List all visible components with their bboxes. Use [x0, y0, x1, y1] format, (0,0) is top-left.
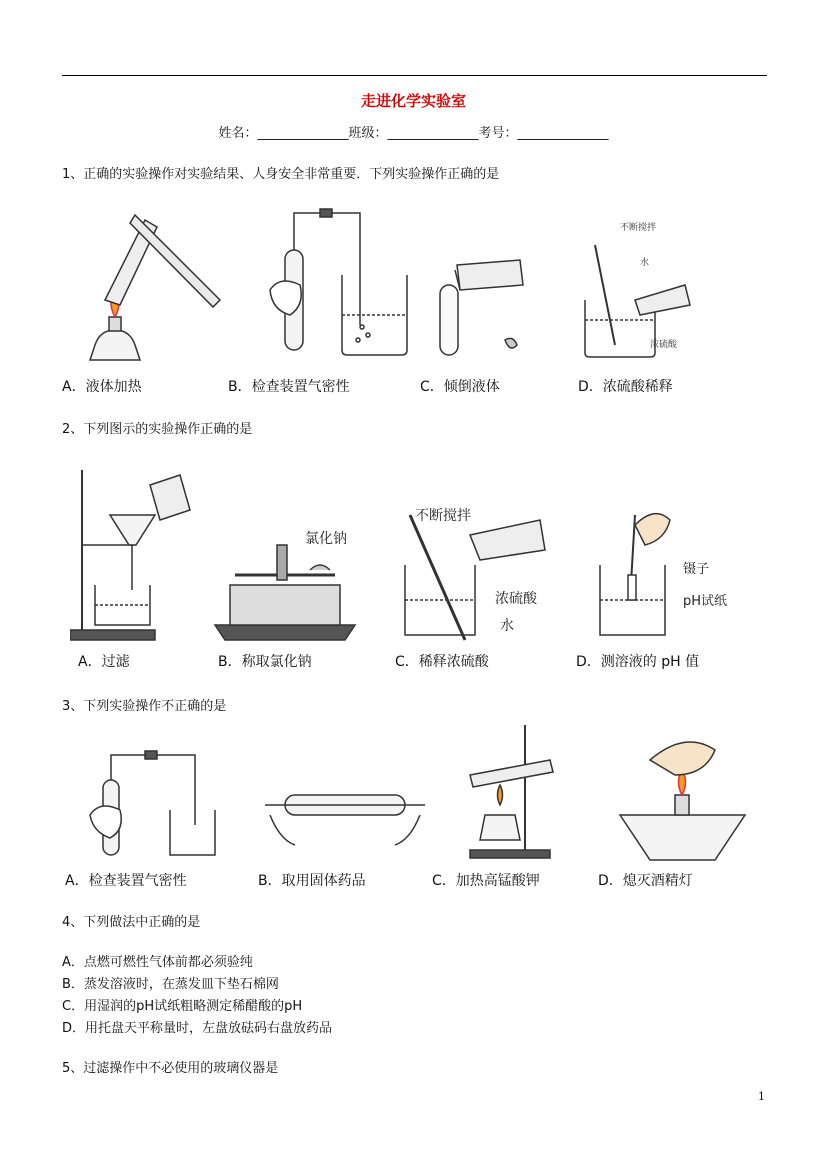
d-water-label: 水 — [640, 258, 650, 268]
airtightness-check-figure — [270, 209, 407, 355]
class-label: 班级： — [348, 126, 388, 141]
q4-choice-c[interactable]: C．用湿润的pH试纸粗略测定稀醋酸的pH — [62, 999, 303, 1014]
q2-option-c[interactable]: C．稀释浓硫酸 — [395, 654, 489, 670]
top-rule — [62, 75, 767, 76]
q4-choice-a[interactable]: A．点燃可燃性气体前都必须验纯 — [62, 955, 253, 970]
d-stir-label: 不断搅拌 — [620, 223, 657, 233]
q4-choice-b[interactable]: B．蒸发溶液时，在蒸发皿下垫石棉网 — [62, 977, 279, 992]
c-water-label: 水 — [500, 618, 514, 634]
q3-option-c[interactable]: C．加热高锰酸钾 — [432, 873, 540, 889]
question-1-text: 1、正确的实验操作对实验结果、人身安全非常重要．下列实验操作正确的是 — [62, 167, 500, 182]
page-title: 走进化学实验室 — [360, 92, 466, 110]
heating-permanganate-figure — [470, 725, 553, 858]
c-stir-label: 不断搅拌 — [415, 508, 471, 524]
filtration-figure — [70, 470, 190, 640]
diluting-concentrated-acid-figure — [405, 507, 545, 640]
balance-figure — [215, 530, 355, 640]
question-4-text: 4、下列做法中正确的是 — [62, 915, 201, 930]
d-tweezers-label: 镊子 — [683, 562, 710, 577]
id-label: 考号： — [478, 126, 518, 141]
q2-option-d[interactable]: D．测溶液的 pH 值 — [576, 654, 700, 670]
q1-option-b[interactable]: B．检查装置气密性 — [228, 379, 350, 395]
name-label: 姓名： — [218, 126, 258, 141]
question-3-figures — [65, 720, 755, 865]
id-blank[interactable]: ______________ — [517, 126, 609, 141]
student-info-line — [0, 122, 827, 141]
q4-choice-d[interactable]: D．用托盘天平称量时，左盘放砝码右盘放药品 — [62, 1021, 333, 1036]
q3-option-d[interactable]: D．熄灭酒精灯 — [598, 873, 693, 889]
airtightness-check-figure-2 — [90, 751, 215, 855]
question-2-figures — [70, 465, 760, 645]
q2-option-b[interactable]: B．称取氯化钠 — [218, 654, 312, 670]
d-acid-label: 浓硫酸 — [650, 340, 678, 350]
question-1-figures — [75, 205, 765, 370]
q1-option-c[interactable]: C．倾倒液体 — [420, 379, 500, 395]
q3-option-a[interactable]: A．检查装置气密性 — [65, 873, 187, 889]
pouring-liquid-figure — [440, 260, 523, 355]
q2-option-a[interactable]: A．过滤 — [78, 654, 130, 670]
q3-option-b[interactable]: B．取用固体药品 — [258, 873, 366, 889]
alcohol-lamp-heating-figure — [90, 215, 220, 360]
question-2-text: 2、下列图示的实验操作正确的是 — [62, 422, 253, 437]
solid-drug-figure — [265, 795, 425, 845]
b-salt-label: 氯化钠 — [305, 531, 347, 547]
class-blank[interactable]: ______________ — [387, 126, 479, 141]
d-paper-label: pH试纸 — [683, 594, 728, 609]
diluting-acid-figure — [585, 221, 690, 357]
question-5-text: 5、过滤操作中不必使用的玻璃仪器是 — [62, 1061, 279, 1076]
page-number: 1 — [758, 1090, 765, 1103]
ph-test-figure — [600, 514, 727, 635]
extinguishing-lamp-figure — [620, 742, 745, 860]
c-acid-label: 浓硫酸 — [495, 591, 537, 607]
name-blank[interactable]: ______________ — [257, 126, 349, 141]
question-3-text: 3、下列实验操作不正确的是 — [62, 699, 227, 714]
q1-option-d[interactable]: D．浓硫酸稀释 — [578, 379, 673, 395]
q1-option-a[interactable]: A．液体加热 — [62, 379, 142, 395]
